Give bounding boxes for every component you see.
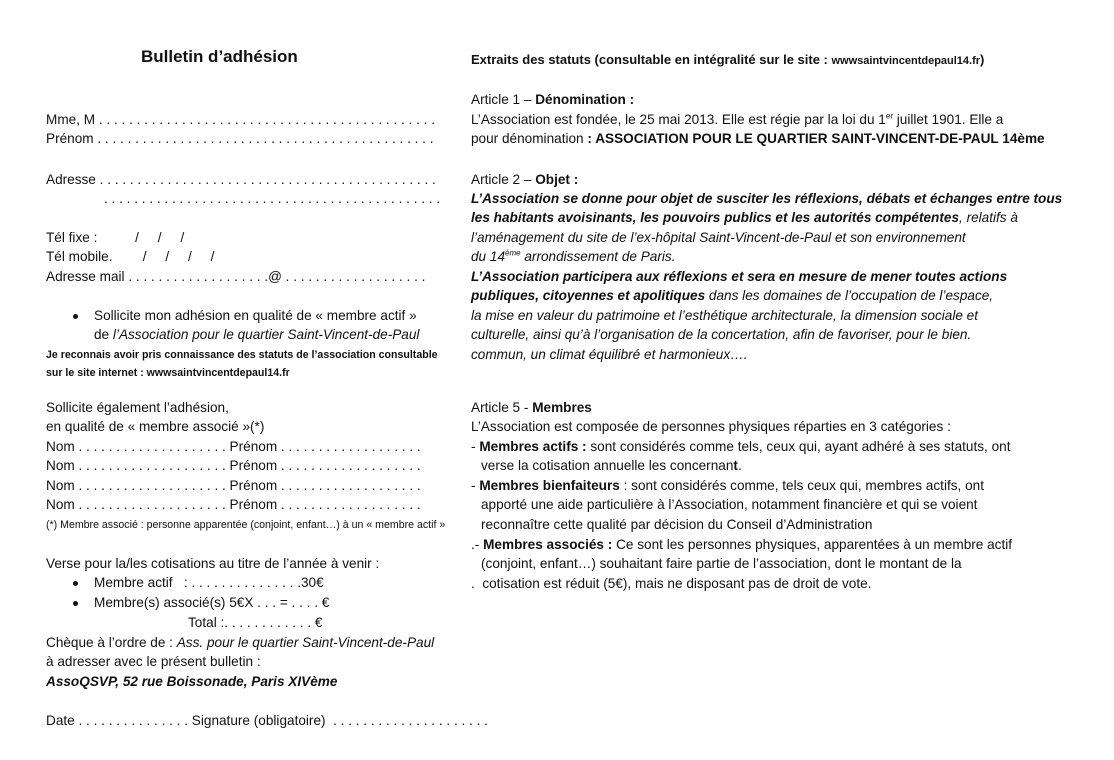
postal-address: AssoQSVP, 52 rue Boissonade, Paris XIVème bbox=[46, 674, 338, 689]
article-5-line3 bbox=[481, 456, 742, 475]
associate-name-row[interactable]: Nom . . . . . . . . . . . . . . . . . . . . Prénom . . . . . . . . . . . . . . . . . . . bbox=[46, 478, 421, 493]
active-members-label: Membres actifs : bbox=[479, 439, 587, 454]
article-2-heading bbox=[471, 170, 578, 189]
article-5-heading bbox=[471, 398, 592, 417]
article-1-title: Dénomination : bbox=[535, 92, 635, 107]
article-5-number: Article 5 - bbox=[471, 400, 533, 415]
associate-member-fee[interactable]: Membre(s) associé(s) 5€X . . . = . . . . € bbox=[94, 595, 330, 610]
article-2-line4-text: du 14 bbox=[471, 249, 506, 264]
article-2-line7: la mise en valeur du patrimoine et l’esthétique architecturale, la dimension sociale et bbox=[471, 308, 979, 323]
associate-name-row[interactable]: Nom . . . . . . . . . . . . . . . . . . . . Prénom . . . . . . . . . . . . . . . . . . . bbox=[46, 439, 421, 454]
associate-name-row[interactable]: Nom . . . . . . . . . . . . . . . . . . . . Prénom . . . . . . . . . . . . . . . . . . . bbox=[46, 497, 421, 512]
superscript: er bbox=[885, 111, 893, 121]
cheque-prefix: Chèque à l’ordre de : bbox=[46, 635, 177, 650]
associates-text: Ce sont les personnes physiques, apparentées à un membre actif bbox=[612, 537, 1013, 552]
article-5-active-members bbox=[471, 437, 1011, 456]
cheque-payee bbox=[46, 633, 434, 652]
superscript: ème bbox=[505, 248, 521, 258]
associate-request-line2: en qualité de « membre associé »(*) bbox=[46, 419, 265, 434]
article-1-heading bbox=[471, 90, 634, 109]
list-dash: .- bbox=[471, 537, 484, 552]
article-5-line6: reconnaître cette qualité par décision du Conseil d’Administration bbox=[481, 517, 873, 532]
article-2-line2-italic: , relatifs à bbox=[959, 210, 1018, 225]
article-1-line1 bbox=[471, 110, 1003, 129]
associate-name-row[interactable]: Nom . . . . . . . . . . . . . . . . . . . . Prénom . . . . . . . . . . . . . . . . . . . bbox=[46, 458, 421, 473]
article-2-number: Article 2 – bbox=[471, 172, 536, 187]
landline-field[interactable]: Tél fixe : / / / bbox=[46, 230, 185, 245]
article-5-line1: L’Association est composée de personnes physiques réparties en 3 catégories : bbox=[471, 419, 951, 434]
article-2-title: Objet : bbox=[535, 172, 579, 187]
name-field[interactable]: Mme, M . . . . . . . . . . . . . . . . . . . . . . . . . . . . . . . . . . . . . . . . . . . . . bbox=[46, 112, 435, 127]
email-field[interactable]: Adresse mail . . . . . . . . . . . . . . . . . . .@ . . . . . . . . . . . . . . . . . . . bbox=[46, 269, 426, 284]
footnote: (*) Membre associé : personne apparentée (conjoint, enfant…) à un « membre actif » bbox=[46, 519, 446, 531]
association-name: l’Association pour le quartier Saint-Vincent-de-Paul bbox=[112, 327, 420, 342]
article-2-line3: l’aménagement du site de l’ex-hôpital Saint-Vincent-de-Paul et son environnement bbox=[471, 230, 966, 245]
article-2-line4-end: arrondissement de Paris. bbox=[520, 249, 676, 264]
article-5-benefactors bbox=[471, 476, 984, 495]
article-1-line1-end: juillet 1901. Elle a bbox=[893, 112, 1004, 127]
cheque-payee-name: Ass. pour le quartier Saint-Vincent-de-Paul bbox=[176, 635, 435, 650]
article-1-line2-text: pour dénomination bbox=[471, 131, 588, 146]
active-member-fee[interactable]: Membre actif : . . . . . . . . . . . . . . .30€ bbox=[94, 575, 324, 590]
article-5-associates bbox=[471, 535, 1012, 554]
fees-heading: Verse pour la/les cotisations au titre de l’année à venir : bbox=[46, 556, 380, 571]
membership-request-prefix: de bbox=[94, 327, 113, 342]
associates-label: Membres associés : bbox=[483, 537, 613, 552]
total-fee[interactable]: Total :. . . . . . . . . . . . € bbox=[188, 615, 323, 630]
article-2-line1: L’Association se donne pour objet de susciter les réflexions, débats et échanges entre tous bbox=[471, 191, 1063, 206]
website-link[interactable]: wwwsaintvincentdepaul14.fr bbox=[831, 55, 981, 67]
article-5-line3-bold: t bbox=[733, 458, 738, 473]
address-field-line2[interactable]: . . . . . . . . . . . . . . . . . . . . . . . . . . . . . . . . . . . . . . . . . . . . . bbox=[104, 191, 441, 206]
article-1-line1-text: L’Association est fondée, le 25 mai 2013. Elle est régie par la loi du 1 bbox=[471, 112, 886, 127]
active-members-text: sont considérés comme tels, ceux qui, ayant adhéré à ses statuts, ont bbox=[586, 439, 1011, 454]
article-5-title: Membres bbox=[532, 400, 592, 415]
firstname-field[interactable]: Prénom . . . . . . . . . . . . . . . . . . . . . . . . . . . . . . . . . . . . . . . . . . . . . bbox=[46, 131, 434, 146]
statutes-header-close: ) bbox=[980, 52, 985, 67]
benefactors-text: : sont considérés comme, tels ceux qui, membres actifs, ont bbox=[619, 478, 984, 493]
article-2-line2 bbox=[471, 208, 1018, 227]
statutes-header bbox=[471, 50, 984, 71]
send-instructions: à adresser avec le présent bulletin : bbox=[46, 654, 261, 669]
association-official-name: : ASSOCIATION POUR LE QUARTIER SAINT-VINCENT-DE-PAUL 14ème bbox=[587, 131, 1045, 146]
article-5-line3-text: verse la cotisation annuelle les concernan bbox=[481, 458, 734, 473]
acknowledgement-line2: sur le site internet : wwwsaintvincentdepaul14.fr bbox=[46, 367, 290, 379]
article-2-line8: culturelle, ainsi qu’à l’organisation de la concertation, afin de favoriser, pour le bien. bbox=[471, 327, 972, 342]
article-5-line3-end: . bbox=[737, 458, 742, 473]
statutes-header-text: Extraits des statuts (consultable en intégralité sur le site : bbox=[471, 52, 832, 67]
article-1-line2 bbox=[471, 129, 1045, 148]
bullet-icon bbox=[73, 314, 78, 319]
article-1-number: Article 1 – bbox=[471, 92, 536, 107]
mobile-field[interactable]: Tél mobile. / / / / bbox=[46, 249, 215, 264]
list-dash: - bbox=[471, 478, 480, 493]
article-2-line5: L’Association participera aux réflexions et sera en mesure de mener toutes actions bbox=[471, 269, 1008, 284]
article-5-line9: . cotisation est réduit (5€), mais ne disposant pas de droit de vote. bbox=[471, 576, 872, 591]
date-signature-field[interactable]: Date . . . . . . . . . . . . . . . Signature (obligatoire) . . . . . . . . . . . . . . . . . . . . . bbox=[46, 713, 488, 728]
article-2-line6-italic: dans les domaines de l’occupation de l’espace, bbox=[705, 288, 994, 303]
bullet-icon bbox=[73, 601, 78, 606]
article-5-line8: (conjoint, enfant…) souhaitant faire partie de l’association, dont le montant de la bbox=[481, 556, 962, 571]
article-2-line2-bold: les habitants avoisinants, les pouvoirs publics et les autorités compétentes bbox=[471, 210, 960, 225]
article-2-line6 bbox=[471, 286, 993, 305]
address-field[interactable]: Adresse . . . . . . . . . . . . . . . . . . . . . . . . . . . . . . . . . . . . . . . . . . . . . bbox=[46, 172, 436, 187]
form-title: Bulletin d’adhésion bbox=[141, 47, 298, 66]
associate-request-line1: Sollicite également l’adhésion, bbox=[46, 400, 229, 415]
membership-request-line2 bbox=[94, 325, 419, 344]
article-5-line5: apporté une aide particulière à l’Association, notamment financière et qui se voient bbox=[481, 497, 978, 512]
article-2-line9: commun, un climat équilibré et harmonieux…. bbox=[471, 347, 748, 362]
article-2-line6-bold: publiques, citoyennes et apolitiques bbox=[471, 288, 706, 303]
bullet-icon bbox=[73, 581, 78, 586]
article-2-line4 bbox=[471, 247, 675, 266]
benefactors-label: Membres bienfaiteurs bbox=[479, 478, 620, 493]
acknowledgement-line1: Je reconnais avoir pris connaissance des statuts de l’association consultable bbox=[46, 349, 438, 361]
membership-request-line1: Sollicite mon adhésion en qualité de « membre actif » bbox=[94, 308, 417, 323]
list-dash: - bbox=[471, 439, 480, 454]
